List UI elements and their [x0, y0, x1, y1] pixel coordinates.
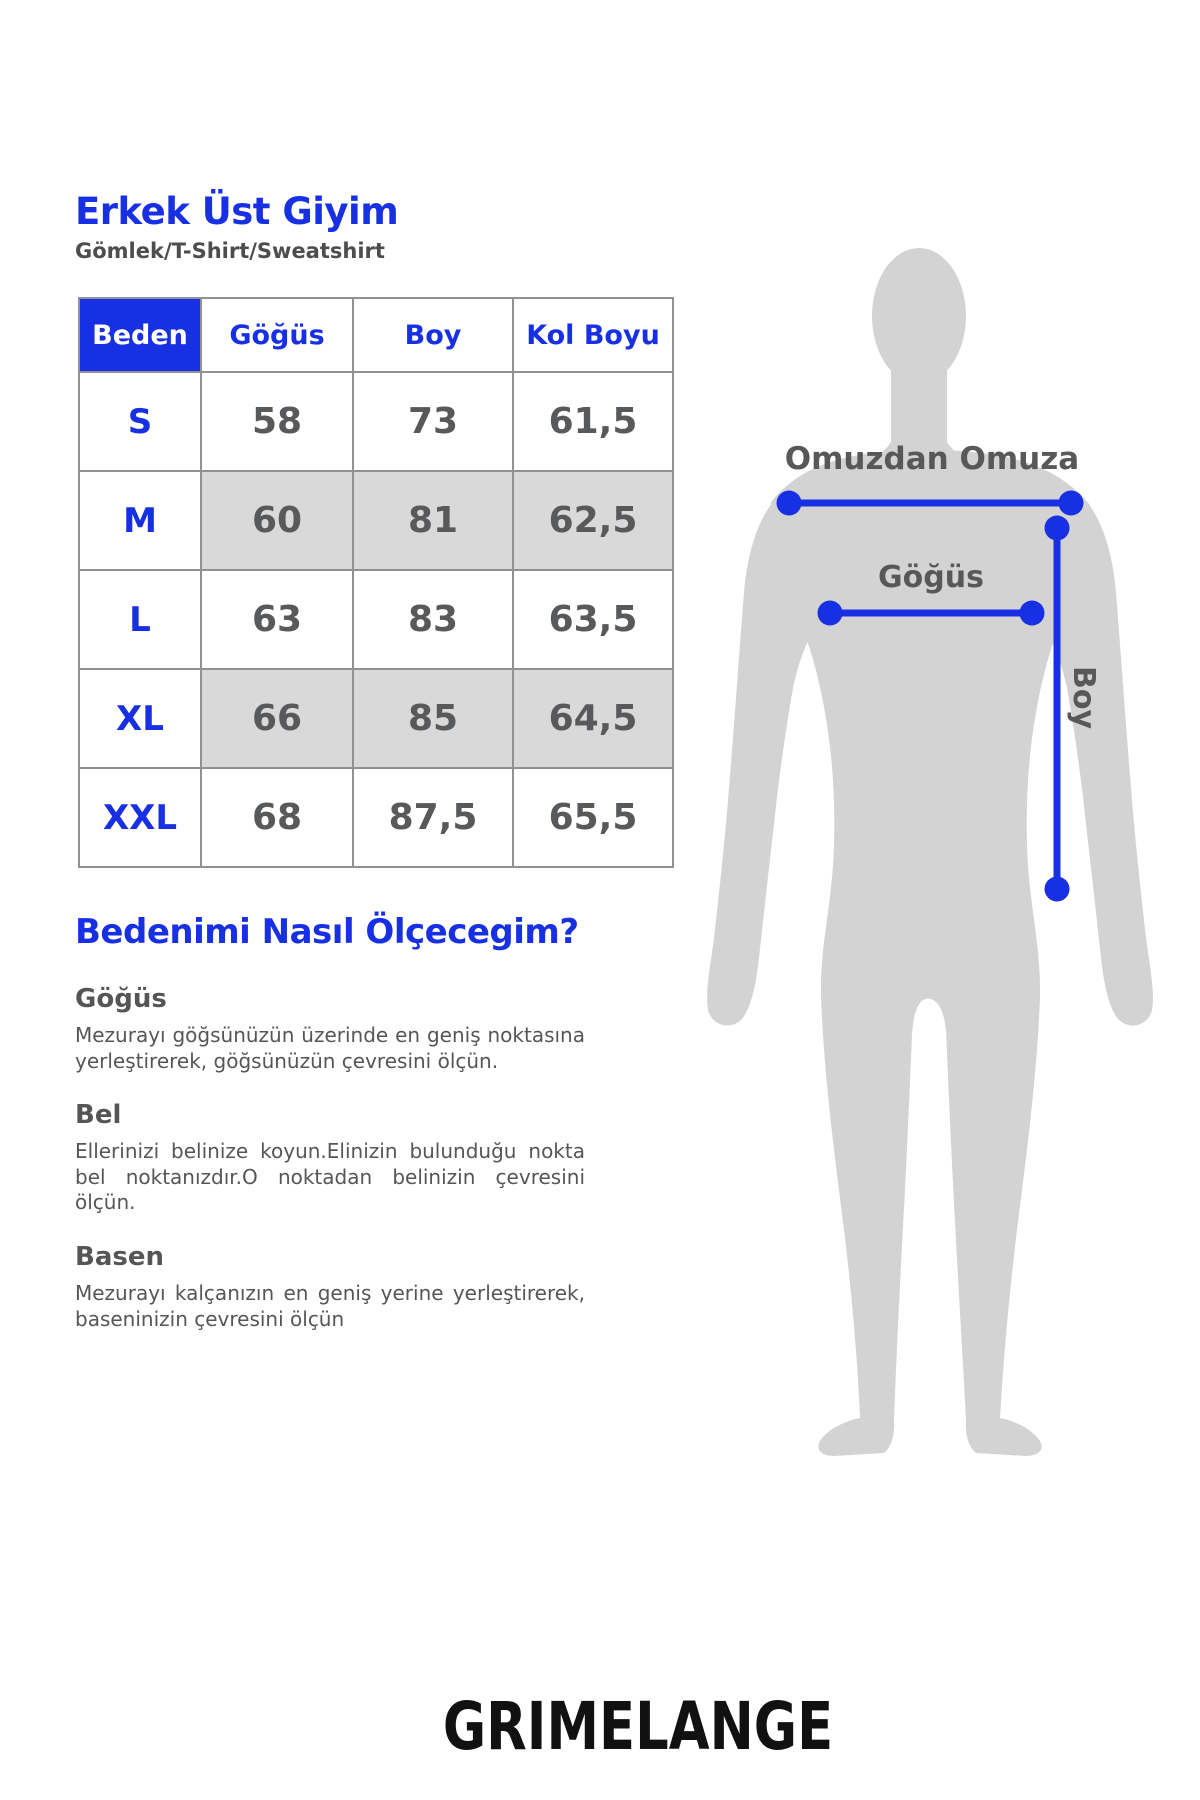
value-cell: 85 [353, 669, 513, 768]
value-cell: 63 [201, 570, 353, 669]
value-cell: 66 [201, 669, 353, 768]
size-table [78, 297, 674, 868]
table-header-row [79, 298, 673, 372]
body-measurement-diagram [620, 240, 1160, 1460]
value-cell: 73 [353, 372, 513, 471]
value-cell: 83 [353, 570, 513, 669]
guide-section-text-gogus: Mezurayı göğsünüzün üzerinde en geniş noktasına yerleştirerek, göğsünüzün çevresini ölçün. [75, 1023, 585, 1073]
value-cell: 63,5 [513, 570, 673, 669]
value-cell: 61,5 [513, 372, 673, 471]
guide-heading: Bedenimi Nasıl Ölçecegim? [75, 912, 579, 952]
value-cell: 60 [201, 471, 353, 570]
value-cell: 65,5 [513, 768, 673, 867]
header-kol-boyu: Kol Boyu [513, 298, 673, 372]
silhouette-right-arm [1020, 492, 1153, 1025]
size-label: M [79, 471, 201, 570]
shoulder-measure-label: Omuzdan Omuza [784, 441, 1080, 477]
table-row-xxl [79, 768, 673, 867]
chest-measure-label: Göğüs [878, 560, 984, 595]
table-row-s [79, 372, 673, 471]
brand-logo: GRIMELANGE [442, 1688, 834, 1765]
guide-section-title-bel: Bel [75, 1100, 122, 1131]
guide-section-text-bel: Ellerinizi belinize koyun.Elinizin bulunduğu nokta bel noktanızdır.O noktadan belinizin çevresini ölçün. [75, 1139, 585, 1215]
page-subtitle: Gömlek/T-Shirt/Sweatshirt [75, 238, 385, 263]
height-measure-label: Boy [1066, 666, 1101, 730]
size-label: S [79, 372, 201, 471]
size-label: XL [79, 669, 201, 768]
measure-guide [75, 912, 585, 1358]
table-row-l [79, 570, 673, 669]
size-label: XXL [79, 768, 201, 867]
guide-section-title-basen: Basen [75, 1241, 164, 1272]
value-cell: 64,5 [513, 669, 673, 768]
header-beden: Beden [79, 298, 201, 372]
value-cell: 87,5 [353, 768, 513, 867]
guide-section-title-gogus: Göğüs [75, 984, 167, 1014]
value-cell: 68 [201, 768, 353, 867]
silhouette-left-arm [707, 492, 840, 1025]
value-cell: 81 [353, 471, 513, 570]
value-cell: 58 [201, 372, 353, 471]
header-boy: Boy [353, 298, 513, 372]
size-label: L [79, 570, 201, 669]
page-title: Erkek Üst Giyim [75, 190, 399, 233]
guide-section-text-basen: Mezurayı kalçanızın en geniş yerine yerleştirerek, baseninizin çevresini ölçün [75, 1280, 585, 1331]
table-row-m [79, 471, 673, 570]
table-row-xl [79, 669, 673, 768]
value-cell: 62,5 [513, 471, 673, 570]
title-block [75, 192, 398, 263]
header-gogus: Göğüs [201, 298, 353, 372]
